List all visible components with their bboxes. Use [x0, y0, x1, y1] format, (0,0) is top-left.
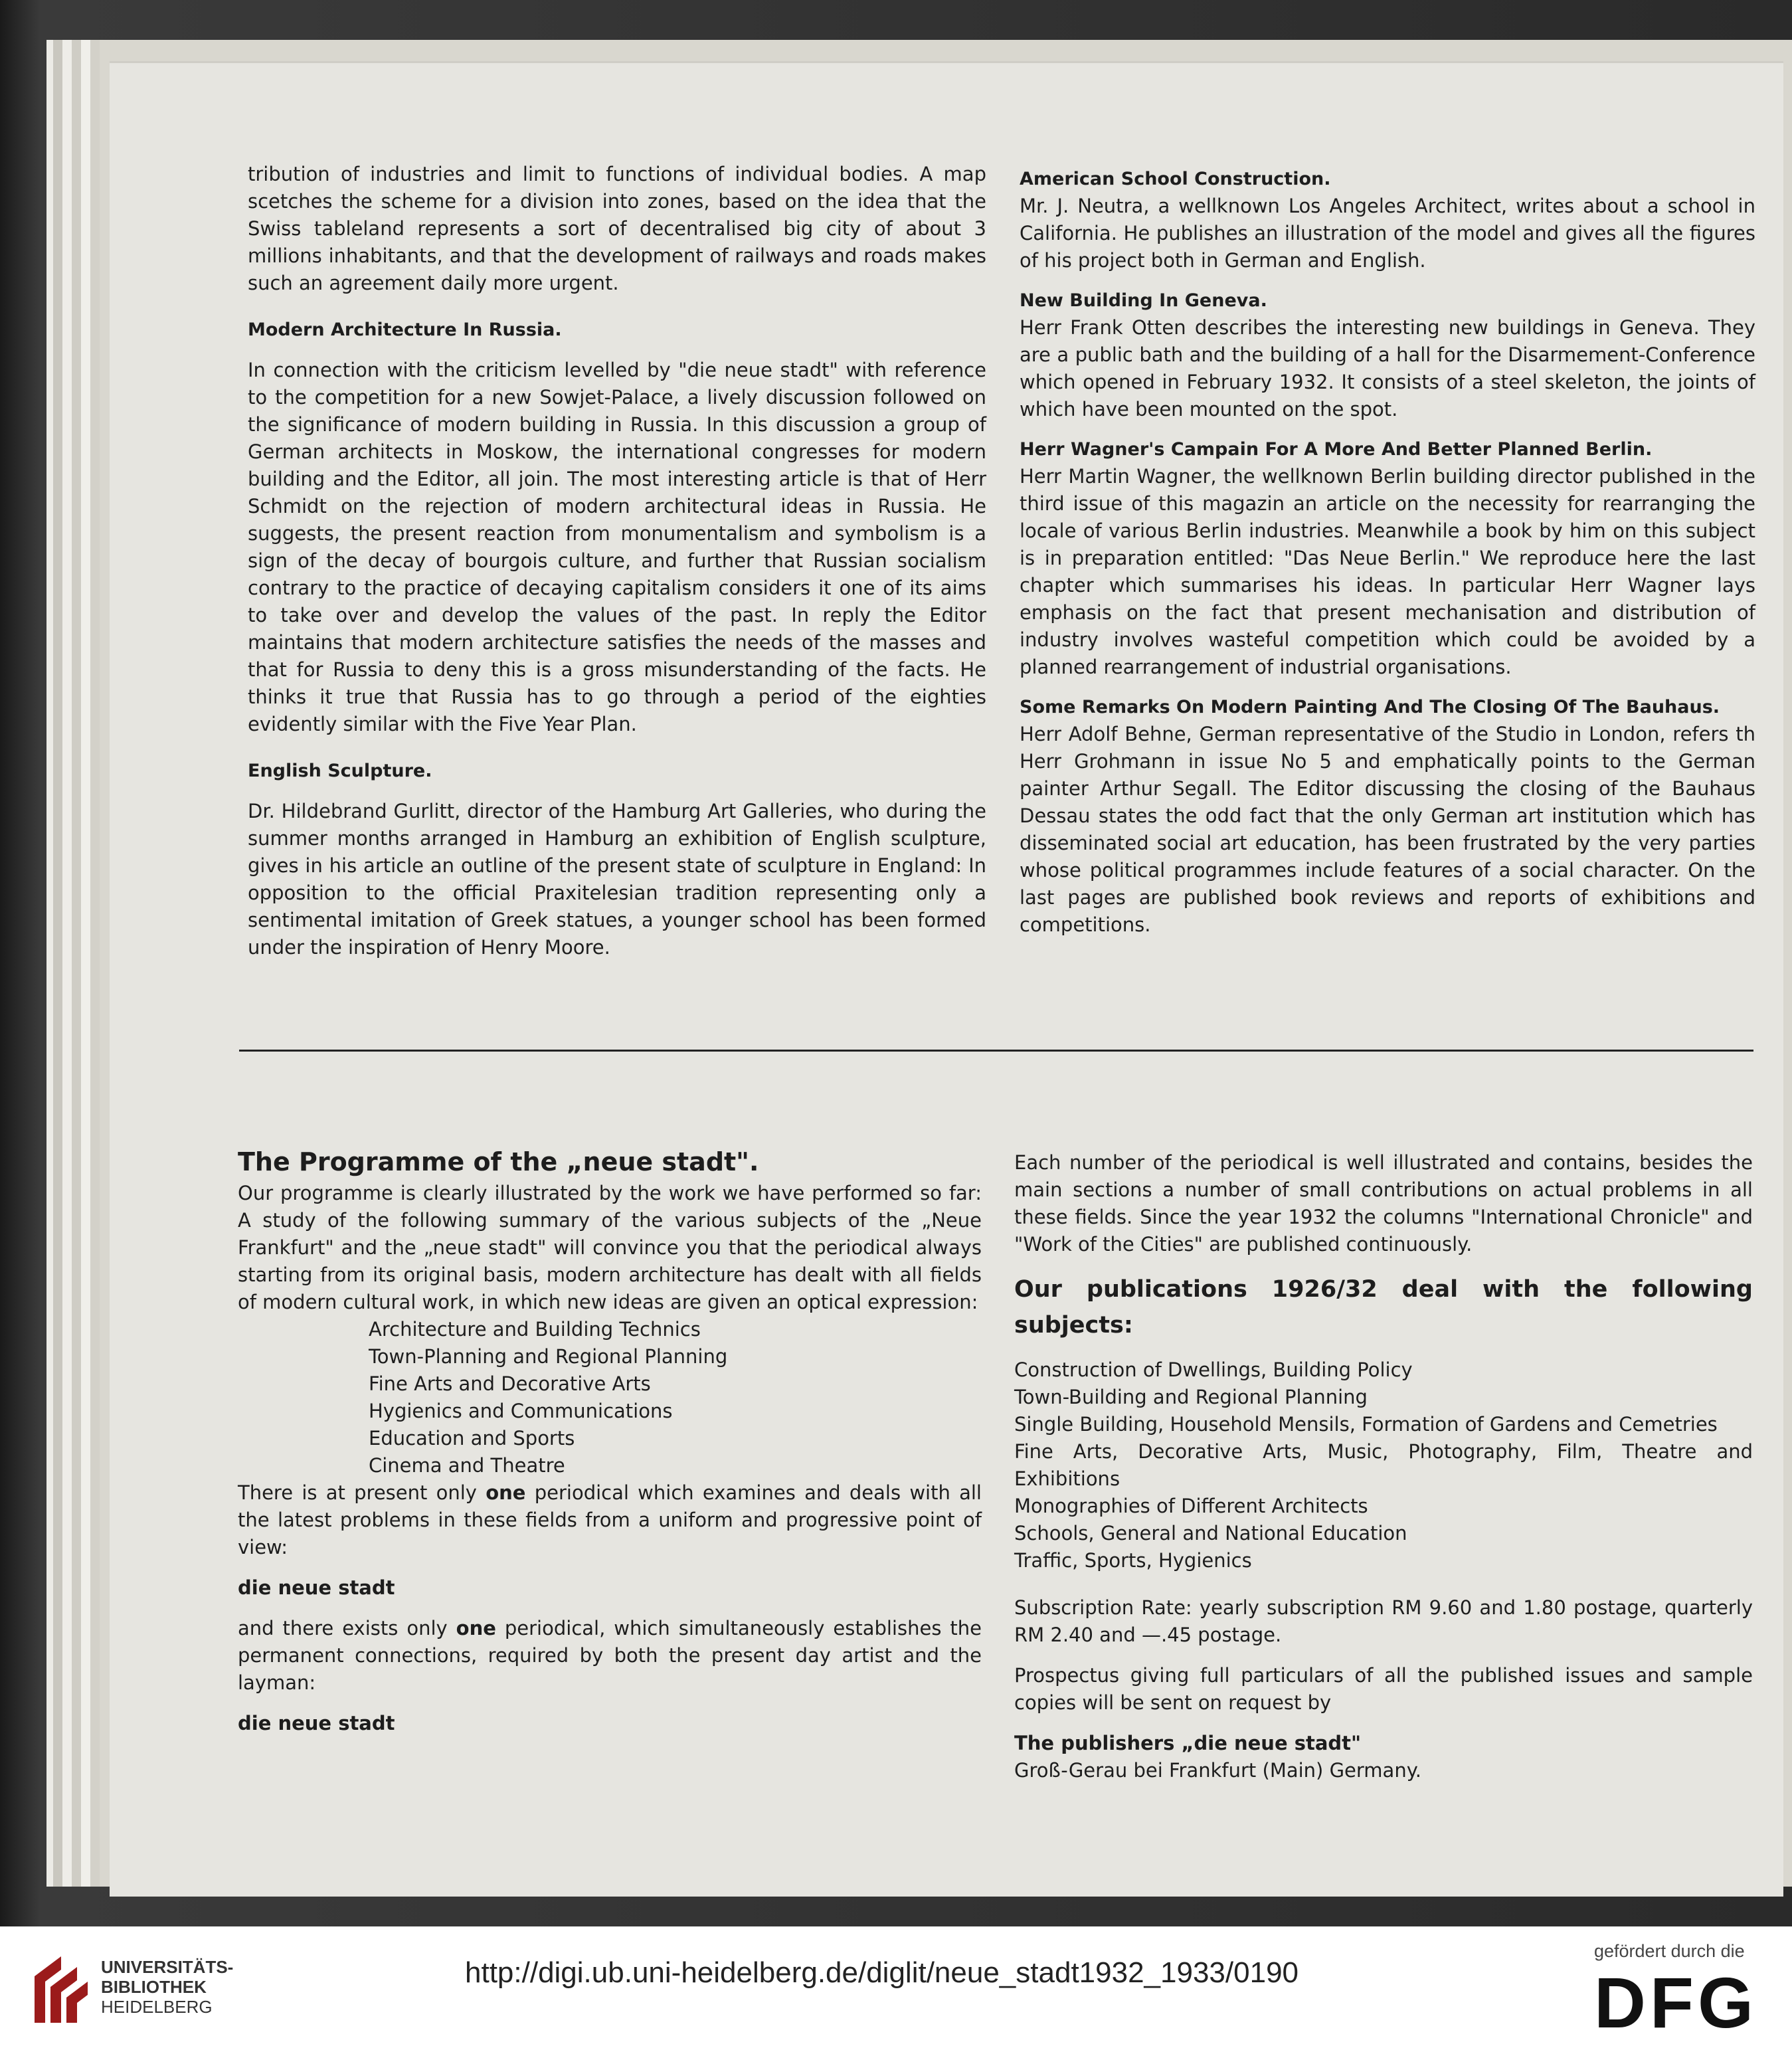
- list-item: Monographies of Different Architects: [1014, 1495, 1368, 1517]
- library-line: HEIDELBERG: [101, 1997, 213, 2017]
- emphasis-one: one: [456, 1617, 496, 1639]
- dfg-logo[interactable]: DFG: [1594, 1962, 1757, 2043]
- american-paragraph: Mr. J. Neutra, a wellknown Los Angeles Architect, writes about a school in California. He publishes an illustration of the model and gives all the figures of his project both in German and English.: [1020, 195, 1755, 272]
- list-item: Town-Planning and Regional Planning: [369, 1345, 728, 1368]
- left-top-column: [248, 161, 986, 961]
- ub-heidelberg-logo-icon[interactable]: [21, 1950, 94, 2029]
- list-item: Cinema and Theatre: [369, 1454, 565, 1477]
- list-item: Single Building, Household Mensils, Formation of Gardens and Cemetries: [1014, 1413, 1718, 1436]
- periodical-name: die neue stadt: [238, 1576, 395, 1599]
- publications-title: Our publications 1926/32 deal with the following subjects:: [1014, 1276, 1753, 1339]
- programme-intro: Our programme is clearly illustrated by the work we have performed so far: A study of the following summary of the various subjects of the „Neue Frankfurt" and the „neue stadt" will convince you that the periodical always starting from its original basis, modern architecture has dealt with all fields of modern cultural work, in which new ideas are given an optical expression:: [238, 1182, 982, 1313]
- list-item: Construction of Dwellings, Building Policy: [1014, 1358, 1413, 1381]
- viewer-footer: [0, 1926, 1792, 2054]
- emphasis-one: one: [486, 1481, 526, 1504]
- wagner-paragraph: Herr Martin Wagner, the wellknown Berlin building director published in the third issue of this magazin an article on the necessity for rearranging the locale of various Berlin industries. Meanwhile a book by him on this subject is in preparation entitled: "Das Neue Berlin." We reproduce here the last chapter which summarises his ideas. In particular Herr Wagner lays emphasis on the fact that present mechanisation and distribution of industry involves wasteful competition which could be avoided by a planned rearrangement of industrial organisations.: [1020, 465, 1755, 678]
- list-item: Traffic, Sports, Hygienics: [1014, 1549, 1252, 1572]
- library-name[interactable]: [101, 1957, 233, 2017]
- list-item: Fine Arts, Decorative Arts, Music, Photography, Film, Theatre and Exhibitions: [1014, 1440, 1753, 1490]
- text-run: There is at present only: [238, 1481, 486, 1504]
- subscription-rate: Subscription Rate: yearly subscription RM 9.60 and 1.80 postage, quarterly RM 2.40 and —.45 postage.: [1014, 1596, 1753, 1646]
- list-item: Town-Building and Regional Planning: [1014, 1386, 1368, 1408]
- section-divider: [239, 1050, 1753, 1052]
- publisher-name: The publishers „die neue stadt": [1014, 1732, 1362, 1754]
- publisher-address: Groß-Gerau bei Frankfurt (Main) Germany.: [1014, 1759, 1421, 1782]
- right-bottom-column: [1014, 1149, 1753, 1784]
- left-bottom-column: [238, 1144, 982, 1737]
- bauhaus-heading: Some Remarks On Modern Painting And The Closing Of The Bauhaus.: [1020, 697, 1720, 717]
- list-item: Schools, General and National Education: [1014, 1522, 1407, 1544]
- periodical-name: die neue stadt: [238, 1712, 395, 1734]
- russia-paragraph: In connection with the criticism levelled by "die neue stadt" with reference to the competition for a new Sowjet-Palace, a lively discussion followed on the significance of modern building in Russia. In this discussion a group of German architects in Moskow, the international congresses for modern building and the Editor, all join. The most interesting article is that of Herr Schmidt on the rejection of modern architectural ideas in Russia. He suggests, the present reaction from monumentalism and symbolism is a sign of the decay of bourgois culture, and further that Russian socialism contrary to the practice of decaying capitalism considers it one of its aims to take over and develop the values of the past. In reply the Editor maintains that modern architecture satisfies the needs of the masses and that for Russia to deny this is a gross misunderstanding of the facts. He thinks it true that Russia has to go through a period of the eighties evidently similar with the Five Year Plan.: [248, 359, 986, 735]
- list-item: Architecture and Building Technics: [369, 1318, 701, 1341]
- permalink-url[interactable]: http://digi.ub.uni-heidelberg.de/diglit/neue_stadt1932_1933/0190: [465, 1956, 1299, 1989]
- text-run: periodical which examines and deals with all the latest problems in these fields from a uniform and progressive point of view:: [238, 1481, 982, 1558]
- list-item: Education and Sports: [369, 1427, 575, 1449]
- sculpture-paragraph: Dr. Hildebrand Gurlitt, director of the Hamburg Art Galleries, who during the summer months arranged in Hamburg an exhibition of English sculpture, gives in his article an outline of the present state of sculpture in England: In opposition to the official Praxitelesian tradition representing only a sentimental imitation of Greek statues, a younger school has been formed under the inspiration of Henry Moore.: [248, 800, 986, 959]
- funded-by-label: gefördert durch die: [1594, 1941, 1745, 1961]
- prospectus-paragraph: Prospectus giving full particulars of all the published issues and sample copies will be sent on request by: [1014, 1664, 1753, 1714]
- sculpture-heading: English Sculpture.: [248, 761, 432, 781]
- geneva-paragraph: Herr Frank Otten describes the interesting new buildings in Geneva. They are a public bath and the building of a hall for the Disarmement-Conference which opened in February 1932. It consists of a steel skeleton, the joints of which have been mounted on the spot.: [1020, 316, 1755, 420]
- text-run: and there exists only: [238, 1617, 456, 1639]
- one-periodical-paragraph: [238, 1479, 982, 1561]
- library-line: UNIVERSITÄTS-: [101, 1957, 234, 1977]
- periodical-intro: Each number of the periodical is well illustrated and contains, besides the main sections a number of small contributions on actual problems in all these fields. Since the year 1932 the columns "International Chronicle" and "Work of the Cities" are published continuously.: [1014, 1151, 1753, 1256]
- bauhaus-paragraph: Herr Adolf Behne, German representative of the Studio in London, refers th Herr Grohmann in issue No 5 and emphatically points to the German painter Arthur Segall. The Editor discussing the closing of the Bauhaus Dessau states the odd fact that the only German art institution which has disseminated social art education, has been frustrated by the very parties whose political programmes include features of a social character. On the last pages are published book reviews and reports of exhibitions and competitions.: [1020, 723, 1755, 936]
- programme-subject-list: [238, 1316, 982, 1479]
- american-heading: American School Construction.: [1020, 169, 1331, 189]
- connections-paragraph: [238, 1615, 982, 1697]
- right-top-column: [1020, 166, 1755, 939]
- intro-paragraph: tribution of industries and limit to functions of individual bodies. A map scetches the scheme for a division into zones, based on the idea that the Swiss tableland represents a sort of decentralised big city of about 3 millions inhabitants, and that the development of railways and roads makes such an agreement daily more urgent.: [248, 163, 986, 294]
- library-line: BIBLIOTHEK: [101, 1977, 207, 1997]
- list-item: Hygienics and Communications: [369, 1400, 673, 1422]
- programme-title: The Programme of the „neue stadt".: [238, 1147, 759, 1176]
- publication-topic-list: [1014, 1356, 1753, 1574]
- russia-heading: Modern Architecture In Russia.: [248, 320, 562, 340]
- geneva-heading: New Building In Geneva.: [1020, 290, 1267, 311]
- list-item: Fine Arts and Decorative Arts: [369, 1372, 651, 1395]
- wagner-heading: Herr Wagner's Campain For A More And Better Planned Berlin.: [1020, 439, 1653, 460]
- text-run: periodical, which simultaneously establishes the permanent connections, required by both the present day artist and the layman:: [238, 1617, 982, 1694]
